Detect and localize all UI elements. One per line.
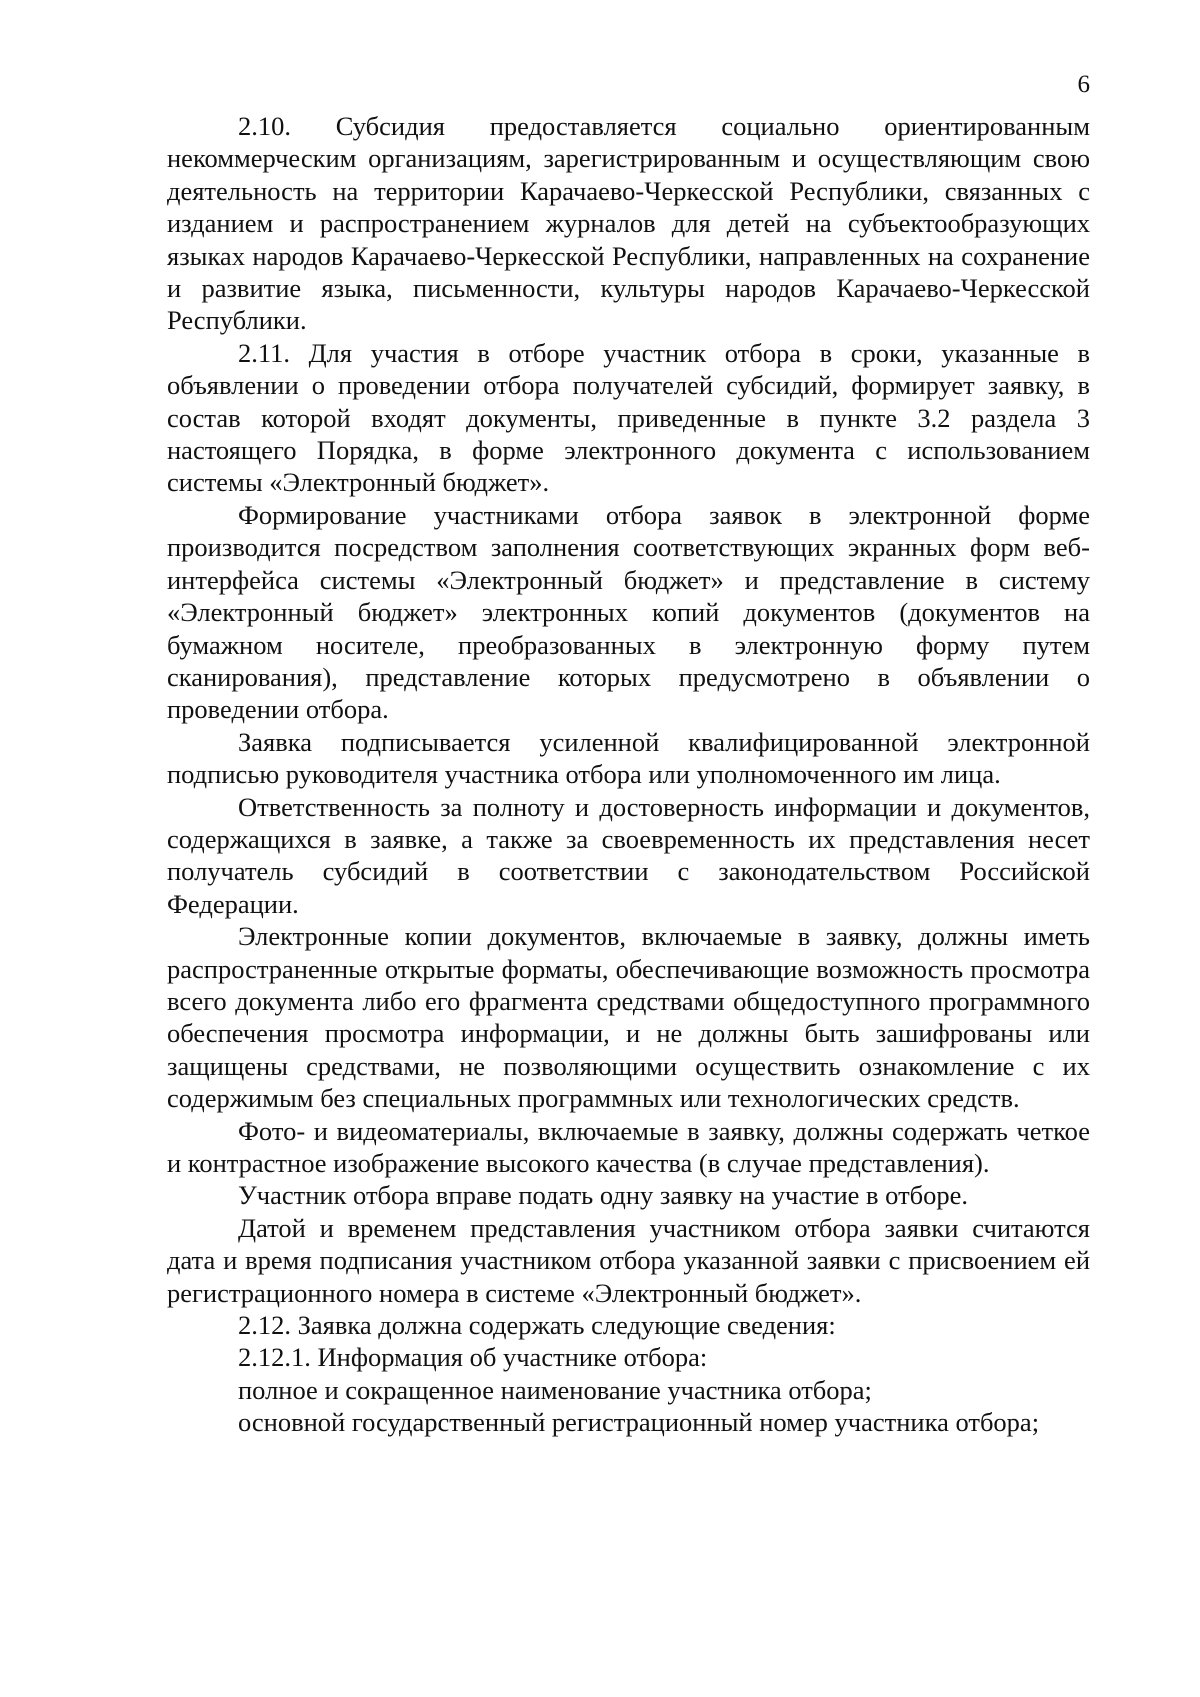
paragraph-ogrn: основной государственный регистрационный номер участника отбора; (238, 1407, 1040, 1438)
paragraph-electronic-copies: Электронные копии документов, включаемые в заявку, должны иметь распространенные открытые форматы, обеспечивающие возможность просмотра всего документа либо его фрагмента средствами общедоступного программного обеспечения просмотра информации, и не должны быть зашифрованы или защищены средствами, не позволяющими осуществить ознакомление с их содержимым без специальных программных или технологических средств. (167, 921, 1090, 1114)
paragraph-forming-applications: Формирование участниками отбора заявок в электронной форме производится посредством заполнения соответствующих экранных форм веб-интерфейса системы «Электронный бюджет» и представление в систему «Электронный бюджет» электронных копий документов (документов на бумажном носителе, преобразованных в электронную форму путем сканирования), представление которых предусмотрено в объявлении о проведении отбора. (167, 499, 1090, 725)
page-number: 6 (1077, 71, 1090, 98)
paragraph-full-name: полное и сокращенное наименование участника отбора; (238, 1374, 872, 1405)
paragraph-2-11: 2.11. Для участия в отборе участник отбора в сроки, указанные в объявлении о проведении отбора получателей субсидий, формирует заявку, в состав которой входят документы, приведенные в пункте 3.2 раздела 3 настоящего Порядка, в форме электронного документа с использованием системы «Электронный бюджет». (167, 337, 1090, 498)
paragraph-date-time: Датой и временем представления участником отбора заявки считаются дата и время подписания участником отбора указанной заявки с присвоением ей регистрационного номера в системе «Электронный бюджет». (167, 1212, 1090, 1308)
paragraph-2-10: 2.10. Субсидия предоставляется социально ориентированным некоммерческим организациям, зарегистрированным и осуществляющим свою деятельность на территории Карачаево-Черкесской Республики, связанных с изданием и распространением журналов для детей на субъектообразующих языках народов Карачаево-Черкесской Республики, направленных на сохранение и развитие языка, письменности, культуры народов Карачаево-Черкесской Республики. (167, 111, 1090, 336)
document-body (167, 110, 1090, 1439)
paragraph-photo-video: Фото- и видеоматериалы, включаемые в заявку, должны содержать четкое и контрастное изображение высокого качества (в случае представления). (167, 1115, 1090, 1178)
paragraph-signature: Заявка подписывается усиленной квалифицированной электронной подписью руководителя участника отбора или уполномоченного им лица. (167, 726, 1090, 790)
paragraph-2-12: 2.12. Заявка должна содержать следующие сведения: (238, 1310, 836, 1341)
paragraph-responsibility: Ответственность за полноту и достоверность информации и документов, содержащихся в заявке, а также за своевременность их представления несет получатель субсидий в соответствии с законодательством Российской Федерации. (167, 791, 1090, 919)
paragraph-2-12-1: 2.12.1. Информация об участнике отбора: (238, 1342, 708, 1373)
paragraph-one-application: Участник отбора вправе подать одну заявку на участие в отборе. (238, 1180, 969, 1211)
